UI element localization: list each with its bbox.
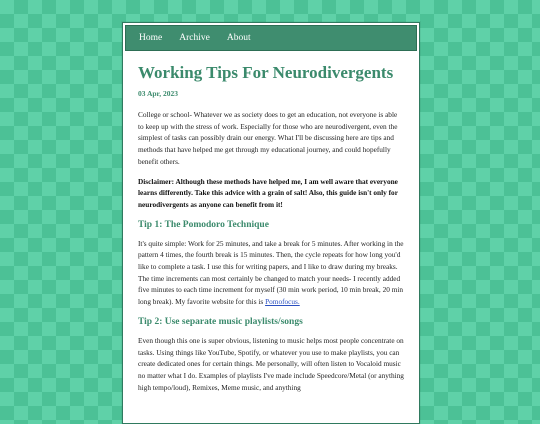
nav-archive-link[interactable]: Archive xyxy=(179,33,210,43)
post-intro: College or school- Whatever we as society does to get an education, not everyone is able to keep up with the stress of work. Especially for those who are neurodivergent, even the simplest of tasks can possibly drain our energy. What I'll be discussing here are tips and methods that have helped me get through my educational journey, and could hopefully benefit others. xyxy=(138,110,398,166)
tip1-body xyxy=(138,238,404,308)
tip1-heading: Tip 1: The Pomodoro Technique xyxy=(138,219,269,230)
page-container xyxy=(122,22,420,424)
nav-home-link[interactable]: Home xyxy=(139,33,163,43)
post-disclaimer: Disclaimer: Although these methods have helped me, I am well aware that everyone learns differently. Take this advice with a grain of salt! Also, this guide isn't only for neurodivergents as anyone can benefit from it! xyxy=(138,176,398,209)
post-date: 03 Apr, 2023 xyxy=(138,89,178,98)
post-content xyxy=(123,63,419,393)
tip1-text: It's quite simple: Work for 25 minutes, and take a break for 5 minutes. After working in the pattern 4 times, the fourth break is 15 minutes. Then, the cycle repeats for how long you'd like to complete a task. I use this for writing papers, and I like to draw during my breaks. The time increments can most certainly be changed to match your needs- I recently added five minutes to each time increment for myself (30 min work period, 10 min break, 20 min long break). My favorite website for this is xyxy=(138,238,404,307)
tip2-heading: Tip 2: Use separate music playlists/songs xyxy=(138,316,303,327)
post-title: Working Tips For Neurodivergents xyxy=(138,63,394,82)
pomofocus-link[interactable]: Pomofocus. xyxy=(265,297,300,307)
nav-about-link[interactable]: About xyxy=(226,33,251,43)
tip2-body: Even though this one is super obvious, listening to music helps most people concentrate on tasks. Using things like YouTube, Spotify, or whatever you use to make playlists, you can create dedicated ones for certain things. Me personally, will often listen to Vocaloid music no matter what I do. Examples of playlists I've made include Speedcore/Metal (or anything high tempo/loud), Remixes, Meme music, and anything xyxy=(138,335,404,392)
nav-bar xyxy=(125,25,417,51)
